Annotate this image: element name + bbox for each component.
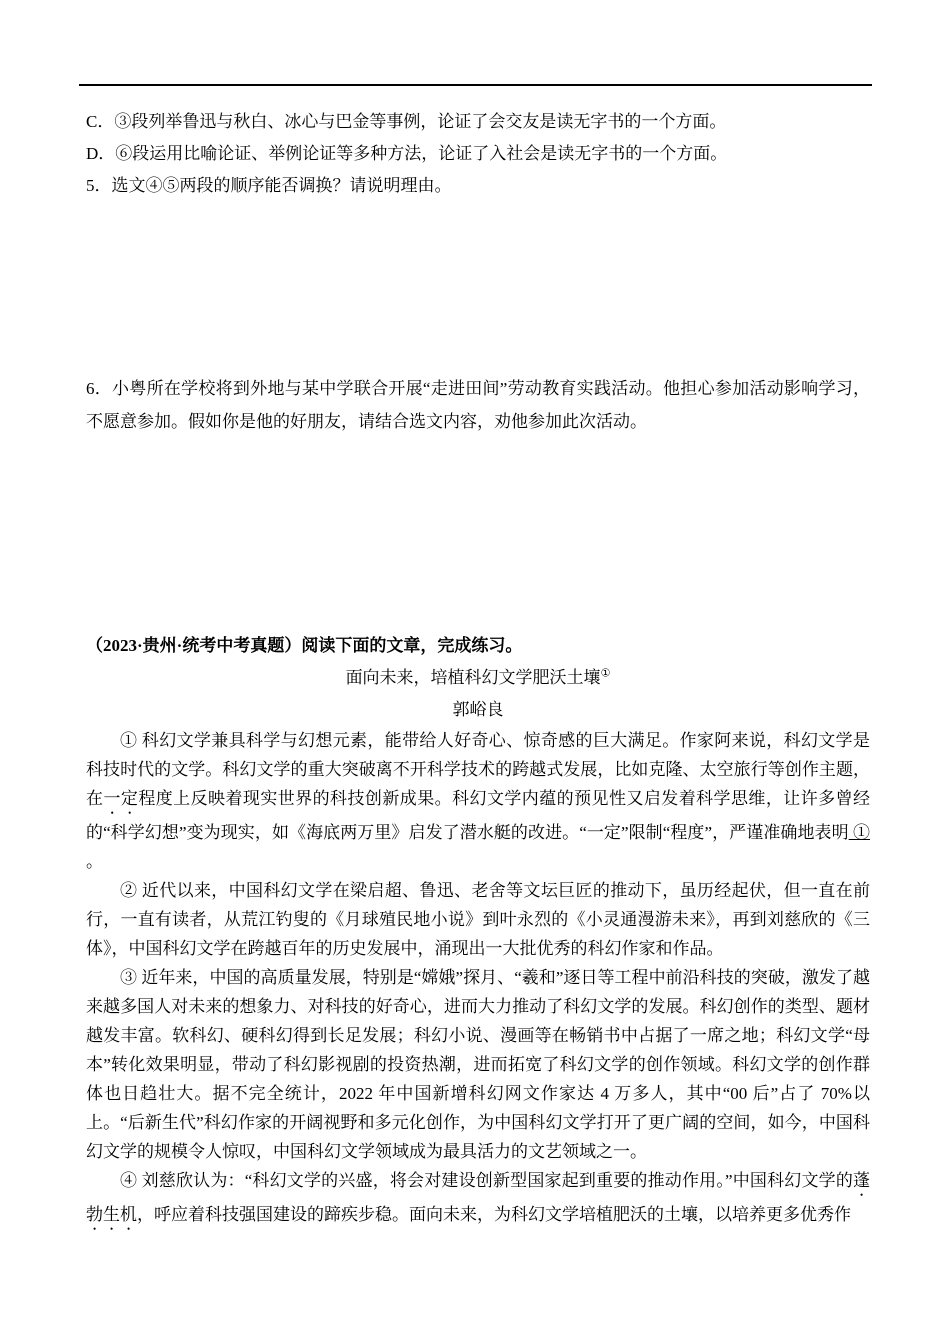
- header-divider: [79, 84, 872, 86]
- article-paragraph: [86, 963, 870, 1166]
- article-title: [86, 662, 870, 694]
- article-paragraph: [86, 1166, 870, 1234]
- text-run: ① 科幻文学兼具科学与幻想元素，能带给人好奇心、惊奇感的巨大满足。作家阿来说，科幻文学是科技时代的文学。科幻文学的重大突破离不开科学技术的跨越式发展，比如克隆、太空旅行等创作主题，在: [86, 731, 870, 808]
- article-author: 郭峪良: [452, 700, 504, 719]
- article-paragraph: [86, 726, 870, 876]
- article-paragraph: [86, 876, 870, 963]
- article-body: [86, 726, 870, 1234]
- fill-in-blank: ①: [848, 823, 870, 842]
- text-run: ② 近代以来，中国科幻文学在梁启超、鲁迅、老舍等文坛巨匠的推动下，虽历经起伏，但一直在前行，一直有读者，从荒江钓叟的《月球殖民地小说》到叶永烈的《小灵通漫游未来》，再到刘慈欣的《三体》，中国科幻文学在跨越百年的历史发展中，涌现出一大批优秀的科幻作家和作品。: [86, 881, 870, 958]
- emphasized-text: 蓬勃生机: [86, 1171, 870, 1224]
- option-d: D．⑥段运用比喻论证、举例论证等多种方法，论证了入社会是读无字书的一个方面。: [86, 144, 728, 163]
- text-run: ，呼应着科技强国建设的蹄疾步稳。面向未来，为科幻文学培植肥沃的土壤，以培养更多优秀作: [137, 1205, 851, 1224]
- answer-space-q6: [86, 438, 870, 630]
- answer-space-q5: [86, 202, 870, 372]
- question-5: 5．选文④⑤两段的顺序能否调换？请说明理由。: [86, 176, 452, 195]
- footnote-marker: ①: [600, 667, 611, 680]
- text-run: ③ 近年来，中国的高质量发展，特别是“嫦娥”探月、“羲和”逐日等工程中前沿科技的突破，激发了越来越多国人对未来的想象力、对科技的好奇心，进而大力推动了科幻文学的发展。科幻创作的类型、题材越发丰富。软科幻、硬科幻得到长足发展；科幻小说、漫画等在畅销书中占据了一席之地；科幻文学“母本”转化效果明显，带动了科幻影视剧的投资热潮，进而拓宽了科幻文学的创作领域。科幻文学的创作群体也日趋壮大。据不完全统计，2022 年中国新增科幻网文作家达 4 万多人，其中“00 后”占了 70%以上。“后新生代”科幻作家的开阔视野和多元化创作，为中国科幻文学打开了更广阔的空间，如今，中国科幻文学的规模令人惊叹，中国科幻文学领域成为最具活力的文艺领域之一。: [86, 968, 870, 1161]
- option-c: C．③段列举鲁迅与秋白、冰心与巴金等事例，论证了会交友是读无字书的一个方面。: [86, 112, 727, 131]
- text-run: 程度上反映着现实世界的科技创新成果。科幻文学内蕴的预见性又启发着科学思维，让许多曾经的“科学幻想”变为现实，如《海底两万里》启发了潜水艇的改进。“一定”限制“程度”，严谨准确地表明: [86, 789, 871, 842]
- question-6: 6．小粤所在学校将到外地与某中学联合开展“走进田间”劳动教育实践活动。他担心参加活动影响学习，不愿意参加。假如你是他的好朋友，请结合选文内容，劝他参加此次活动。: [86, 379, 870, 431]
- text-run: ④ 刘慈欣认为：“科幻文学的兴盛，将会对建设创新型国家起到重要的推动作用。”中国科幻文学的: [120, 1171, 853, 1190]
- page-content: [86, 106, 870, 1234]
- exam-source-heading: （2023·贵州·统考中考真题）阅读下面的文章，完成练习。: [86, 636, 523, 655]
- emphasized-text: 一定: [103, 789, 139, 808]
- article-title-text: 面向未来，培植科幻文学肥沃土壤: [345, 668, 601, 687]
- text-run: 。: [86, 852, 103, 871]
